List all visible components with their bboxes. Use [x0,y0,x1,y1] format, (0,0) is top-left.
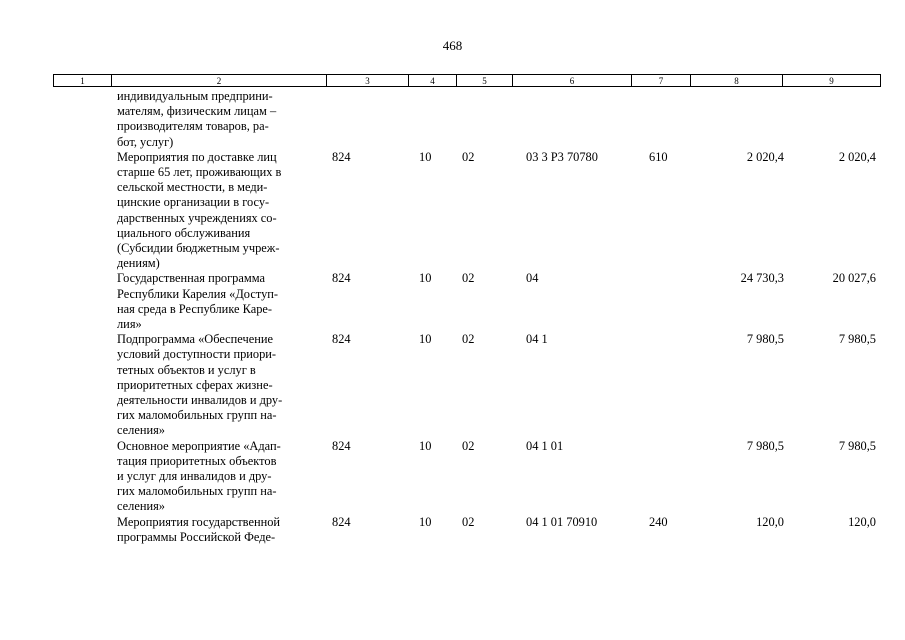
description-line: и услуг для инвалидов и дру- [117,469,272,484]
ministry-code: 824 [332,438,351,453]
page-number: 468 [442,38,463,53]
row-description [117,150,329,272]
amount-year-2: 7 980,5 [838,332,876,347]
subsection-code: 02 [462,332,475,347]
description-line: условий доступности приори- [117,347,277,362]
column-number: 3 [327,75,409,87]
amount-year-1: 24 730,3 [740,271,784,286]
ministry-code: 824 [332,271,351,286]
description-line: производителям товаров, ра- [117,119,269,134]
description-line: селения» [117,499,165,514]
row-description [117,89,329,150]
amount-year-1: 120,0 [756,514,784,529]
subsection-code: 02 [462,271,475,286]
amount-year-1: 7 980,5 [746,438,784,453]
description-line: (Субсидии бюджетным учреж- [117,241,280,256]
table-row [53,89,880,150]
column-number: 6 [513,75,632,87]
description-line: селения» [117,423,165,438]
row-description [117,271,329,332]
ministry-code: 824 [332,514,351,529]
column-number: 8 [691,75,783,87]
subsection-code: 02 [462,149,475,164]
subsection-code: 02 [462,514,475,529]
column-number: 1 [54,75,112,87]
description-line: Основное мероприятие «Адап- [117,438,281,453]
column-number: 7 [632,75,691,87]
description-line: дарственных учреждениях со- [117,210,277,225]
ministry-code: 824 [332,149,351,164]
amount-year-2: 7 980,5 [838,438,876,453]
target-article-code: 03 3 P3 70780 [526,149,598,164]
amount-year-2: 20 027,6 [832,271,876,286]
table-row [53,150,880,272]
row-description [117,515,329,545]
table-body [53,89,880,545]
target-article-code: 04 1 01 [526,438,564,453]
amount-year-2: 2 020,4 [838,149,876,164]
description-line: лия» [117,317,142,332]
description-line: приоритетных сферах жизне- [117,377,273,392]
section-code: 10 [419,149,432,164]
expense-type-code: 240 [649,514,668,529]
section-code: 10 [419,438,432,453]
section-code: 10 [419,332,432,347]
description-line: Республики Карелия «Доступ- [117,286,279,301]
description-line: Подпрограмма «Обеспечение [117,332,273,347]
table-row [53,332,880,438]
description-line: дениям) [117,256,160,271]
table-row [53,439,880,515]
description-line: бот, услуг) [117,134,174,149]
section-code: 10 [419,514,432,529]
subsection-code: 02 [462,438,475,453]
amount-year-1: 7 980,5 [746,332,784,347]
description-line: ная среда в Республике Каре- [117,301,273,316]
amount-year-1: 2 020,4 [746,149,784,164]
description-line: деятельности инвалидов и дру- [117,393,283,408]
table-row [53,271,880,332]
description-line: Мероприятия государственной [117,514,281,529]
description-line: Мероприятия по доставке лиц [117,149,277,164]
description-line: старше 65 лет, проживающих в [117,165,282,180]
column-number: 5 [457,75,513,87]
column-number: 2 [112,75,327,87]
amount-year-2: 120,0 [848,514,876,529]
description-line: Государственная программа [117,271,265,286]
target-article-code: 04 [526,271,539,286]
ministry-code: 824 [332,332,351,347]
section-code: 10 [419,271,432,286]
table-row [53,515,880,545]
description-line: индивидуальным предприни- [117,89,273,103]
row-description [117,439,329,515]
target-article-code: 04 1 01 70910 [526,514,598,529]
expense-type-code: 610 [649,149,668,164]
description-line: программы Российской Феде- [117,529,276,544]
description-line: мателям, физическим лицам – [117,104,277,119]
description-line: тетных объектов и услуг в [117,362,256,377]
row-description [117,332,329,438]
column-number-header [53,74,881,87]
description-line: гих маломобильных групп на- [117,484,277,499]
description-line: тация приоритетных объектов [117,453,277,468]
description-line: гих маломобильных групп на- [117,408,277,423]
column-number: 4 [409,75,457,87]
description-line: сельской местности, в меди- [117,180,268,195]
column-number: 9 [783,75,881,87]
description-line: цинские организации в госу- [117,195,270,210]
description-line: циального обслуживания [117,225,251,240]
target-article-code: 04 1 [526,332,548,347]
